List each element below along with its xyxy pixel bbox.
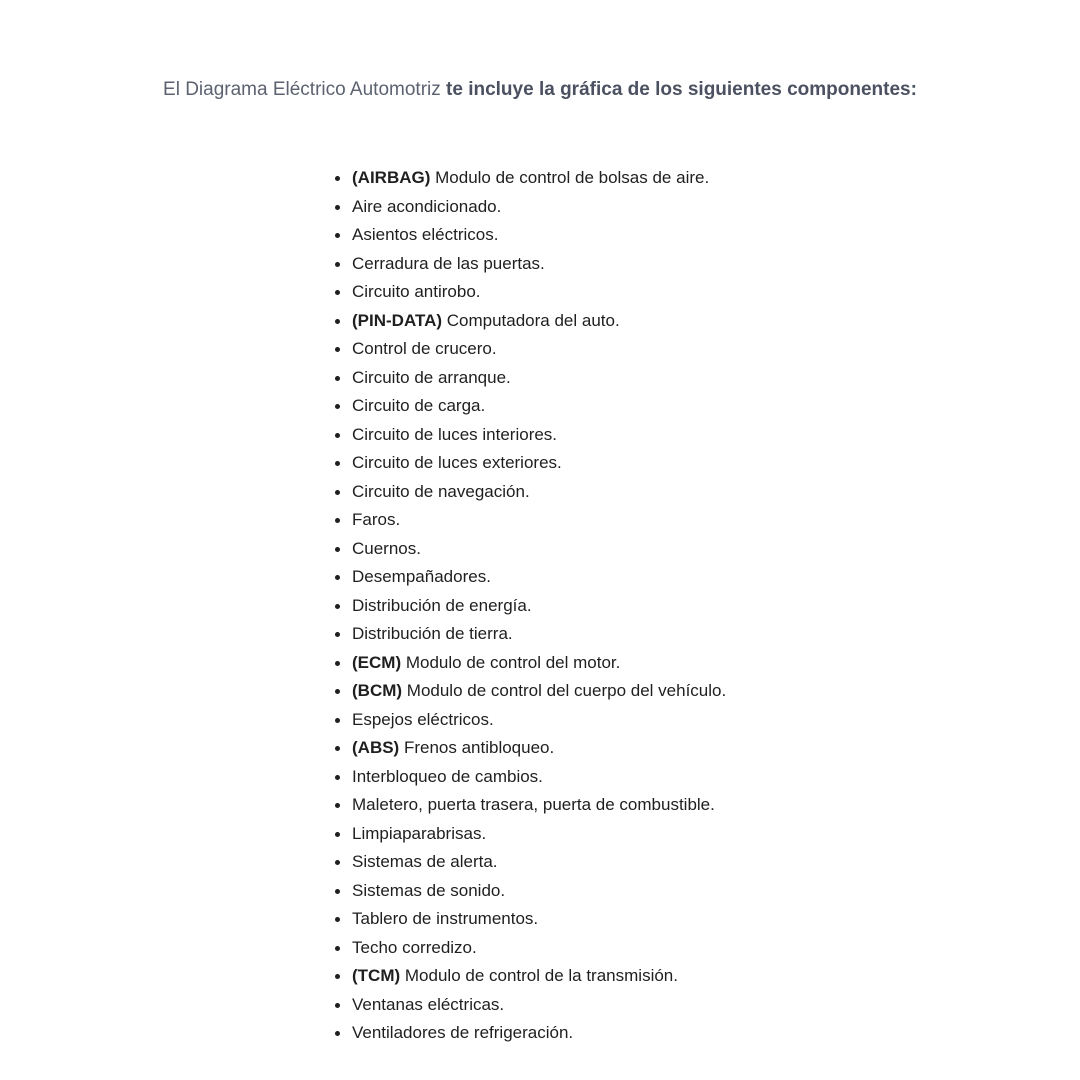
list-item-text: Control de crucero. bbox=[352, 339, 497, 358]
bullet-icon bbox=[335, 404, 340, 409]
list-item bbox=[334, 763, 726, 792]
list-item bbox=[334, 706, 726, 735]
component-list bbox=[334, 164, 726, 1048]
list-item-text: Circuito de luces interiores. bbox=[352, 424, 558, 444]
list-item bbox=[334, 734, 726, 763]
list-item-text: Frenos antibloqueo. bbox=[403, 738, 555, 757]
bullet-icon bbox=[335, 490, 340, 495]
intro-heading bbox=[0, 77, 1080, 104]
list-item bbox=[334, 877, 726, 906]
list-item-text: Circuito de luces exteriores. bbox=[352, 453, 562, 472]
list-item bbox=[334, 535, 726, 564]
list-item-tag: (ECM) bbox=[352, 652, 402, 672]
list-item-text: Cuernos. bbox=[352, 538, 421, 558]
list-item-text: Aire acondicionado. bbox=[352, 196, 502, 216]
list-item-text: Modulo de control de bolsas de aire. bbox=[435, 168, 710, 187]
list-item bbox=[334, 677, 726, 706]
bullet-icon bbox=[335, 974, 340, 979]
list-item bbox=[334, 991, 726, 1020]
list-item-text: Asientos eléctricos. bbox=[352, 225, 499, 244]
list-item bbox=[334, 392, 726, 421]
list-item-tag: (BCM) bbox=[352, 681, 403, 700]
bullet-icon bbox=[335, 376, 340, 381]
list-item-text: Circuito antirobo. bbox=[352, 282, 481, 301]
list-item-text: Modulo de control de la transmisión. bbox=[404, 966, 678, 985]
list-item-text: Circuito de navegación. bbox=[352, 481, 530, 501]
list-item bbox=[334, 335, 726, 364]
list-item bbox=[334, 250, 726, 279]
list-item bbox=[334, 905, 726, 934]
bullet-icon bbox=[335, 917, 340, 922]
list-item bbox=[334, 421, 726, 450]
list-item bbox=[334, 193, 726, 222]
bullet-icon bbox=[335, 176, 340, 181]
bullet-icon bbox=[335, 233, 340, 238]
list-item-text: Modulo de control del motor. bbox=[405, 652, 621, 672]
list-item-text: Modulo de control del cuerpo del vehículo. bbox=[406, 681, 727, 700]
list-item-text: Ventanas eléctricas. bbox=[352, 994, 505, 1014]
bullet-icon bbox=[335, 689, 340, 694]
bullet-icon bbox=[335, 205, 340, 210]
list-item-tag: (TCM) bbox=[352, 966, 401, 985]
list-item bbox=[334, 934, 726, 963]
list-item-text: Circuito de arranque. bbox=[352, 367, 511, 387]
list-item bbox=[334, 962, 726, 991]
list-item-text: Tablero de instrumentos. bbox=[352, 909, 539, 928]
list-item bbox=[334, 649, 726, 678]
list-item-text: Cerradura de las puertas. bbox=[352, 253, 545, 273]
list-item-text: Limpiaparabrisas. bbox=[352, 823, 487, 843]
list-item bbox=[334, 563, 726, 592]
bullet-icon bbox=[335, 718, 340, 723]
list-item-text: Sistemas de sonido. bbox=[352, 880, 506, 900]
list-item bbox=[334, 848, 726, 877]
list-item-text: Faros. bbox=[352, 510, 401, 529]
intro-heading-lead: El Diagrama Eléctrico Automotriz bbox=[163, 79, 441, 100]
list-item bbox=[334, 1019, 726, 1048]
bullet-icon bbox=[335, 604, 340, 609]
bullet-icon bbox=[335, 1003, 340, 1008]
bullet-icon bbox=[335, 860, 340, 865]
list-item-text: Computadora del auto. bbox=[446, 310, 620, 330]
list-item bbox=[334, 592, 726, 621]
bullet-icon bbox=[335, 832, 340, 837]
list-item-tag: (AIRBAG) bbox=[352, 168, 431, 187]
list-item bbox=[334, 449, 726, 478]
list-item bbox=[334, 791, 726, 820]
list-item bbox=[334, 164, 726, 193]
bullet-icon bbox=[335, 632, 340, 637]
bullet-icon bbox=[335, 433, 340, 438]
bullet-icon bbox=[335, 547, 340, 552]
bullet-icon bbox=[335, 946, 340, 951]
list-item-text: Distribución de tierra. bbox=[352, 624, 513, 643]
list-item bbox=[334, 307, 726, 336]
list-item-text: Distribución de energía. bbox=[352, 595, 532, 615]
list-item-text: Techo corredizo. bbox=[352, 937, 477, 957]
list-item-text: Sistemas de alerta. bbox=[352, 852, 498, 871]
bullet-icon bbox=[335, 889, 340, 894]
bullet-icon bbox=[335, 262, 340, 267]
bullet-icon bbox=[335, 775, 340, 780]
bullet-icon bbox=[335, 746, 340, 751]
list-item bbox=[334, 221, 726, 250]
list-item bbox=[334, 506, 726, 535]
bullet-icon bbox=[335, 661, 340, 666]
list-item-text: Interbloqueo de cambios. bbox=[352, 766, 543, 786]
bullet-icon bbox=[335, 319, 340, 324]
list-item-text: Circuito de carga. bbox=[352, 396, 486, 415]
bullet-icon bbox=[335, 347, 340, 352]
list-item bbox=[334, 364, 726, 393]
list-item-tag: (PIN-DATA) bbox=[352, 310, 443, 330]
list-item-text: Maletero, puerta trasera, puerta de combustible. bbox=[352, 795, 715, 814]
list-item-text: Espejos eléctricos. bbox=[352, 709, 494, 729]
list-item-text: Ventiladores de refrigeración. bbox=[352, 1023, 574, 1042]
list-item bbox=[334, 278, 726, 307]
list-item-text: Desempañadores. bbox=[352, 567, 491, 586]
bullet-icon bbox=[335, 461, 340, 466]
list-item bbox=[334, 478, 726, 507]
list-item-tag: (ABS) bbox=[352, 738, 400, 757]
bullet-icon bbox=[335, 518, 340, 523]
bullet-icon bbox=[335, 803, 340, 808]
list-item bbox=[334, 820, 726, 849]
bullet-icon bbox=[335, 1031, 340, 1036]
intro-heading-emphasis: te incluye la gráfica de los siguientes componentes: bbox=[446, 79, 917, 100]
bullet-icon bbox=[335, 575, 340, 580]
bullet-icon bbox=[335, 290, 340, 295]
list-item bbox=[334, 620, 726, 649]
